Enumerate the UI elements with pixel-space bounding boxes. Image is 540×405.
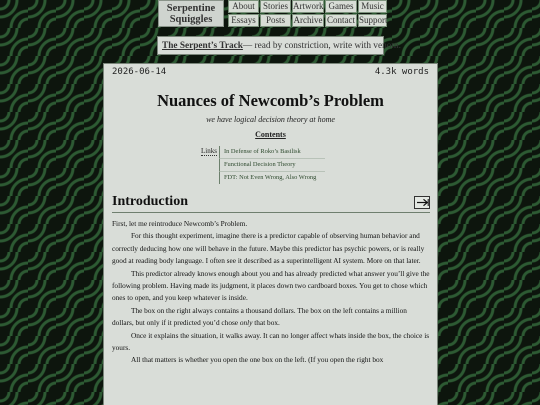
site-header xyxy=(158,0,387,27)
link-item[interactable]: Functional Decision Theory xyxy=(219,159,325,172)
paragraph: This predictor already knows enough about you and has already predicted what answer you’ll give the following problem. Having made its judgment, it places down two cardboard boxes. You get to chose which ones to open, and you keep whatever is inside. xyxy=(112,268,430,303)
article-date: 2026-06-14 xyxy=(112,67,167,77)
nav-artwork[interactable]: Artwork xyxy=(293,1,324,11)
article-body xyxy=(104,213,437,367)
paragraph xyxy=(112,305,430,330)
nav-games[interactable]: Games xyxy=(325,0,357,13)
nav-contact[interactable]: Contact xyxy=(327,15,355,25)
article-page xyxy=(103,63,438,405)
emphasis-text: only xyxy=(239,318,253,328)
article-length: 4.3k words xyxy=(374,67,429,77)
paragraph: Once it explains the situation, it walks away. It can no longer affect whats inside the box, the choice is yours. xyxy=(112,330,430,353)
link-item[interactable]: In Defense of Roko’s Basilisk xyxy=(219,146,325,159)
logo-line-1: Serpentine xyxy=(166,2,216,14)
next-section-button[interactable] xyxy=(414,196,430,209)
related-links xyxy=(104,146,437,184)
site-logo[interactable] xyxy=(158,0,224,27)
arrow-right-icon xyxy=(416,198,429,207)
nav-essays[interactable]: Essays xyxy=(228,14,259,27)
link-item[interactable]: FDT: Not Even Wrong, Also Wrong xyxy=(219,172,325,184)
nav-support[interactable]: Support xyxy=(359,15,388,25)
logo-line-2: Squiggles xyxy=(169,13,213,25)
nav-stories[interactable]: Stories xyxy=(260,0,291,13)
section-header xyxy=(112,192,430,213)
tagline-banner xyxy=(157,36,401,55)
contents-link[interactable]: Contents xyxy=(255,130,286,139)
article-title: Nuances of Newcomb’s Problem xyxy=(157,91,384,110)
tagline-text: — read by constriction, write with venom. xyxy=(242,40,401,51)
tagline-track-link[interactable]: The Serpent’s Track xyxy=(162,40,243,51)
main-nav xyxy=(228,0,387,27)
nav-archive[interactable]: Archive xyxy=(293,15,323,25)
nav-music[interactable]: Music xyxy=(358,0,387,13)
paragraph-text: The box on the right always contains a thousand dollars. The box on the left contains a million dollars, but only if it predicted you’d chose xyxy=(112,305,407,328)
nav-about[interactable]: About xyxy=(228,0,259,13)
nav-posts[interactable]: Posts xyxy=(260,14,291,27)
article-subtitle: we have logical decision theory at home xyxy=(206,115,335,124)
article-meta xyxy=(104,64,437,77)
section-title: Introduction xyxy=(112,194,188,209)
links-label: Links xyxy=(201,147,217,155)
links-list xyxy=(219,146,325,184)
paragraph: For this thought experiment, imagine there is a predictor capable of observing human behavior and correctly deducing how one will behave in the future. Maybe this predictor has psychic powers, or is really good at reading body language. I often see it described as a superintelligent AI system. More on that later. xyxy=(112,231,425,266)
paragraph: All that matters is whether you open the one box on the left. (If you open the right box xyxy=(131,355,384,365)
paragraph: First, let me reintroduce Newcomb’s Problem. xyxy=(112,219,248,228)
paragraph-text: that box. xyxy=(254,318,280,328)
